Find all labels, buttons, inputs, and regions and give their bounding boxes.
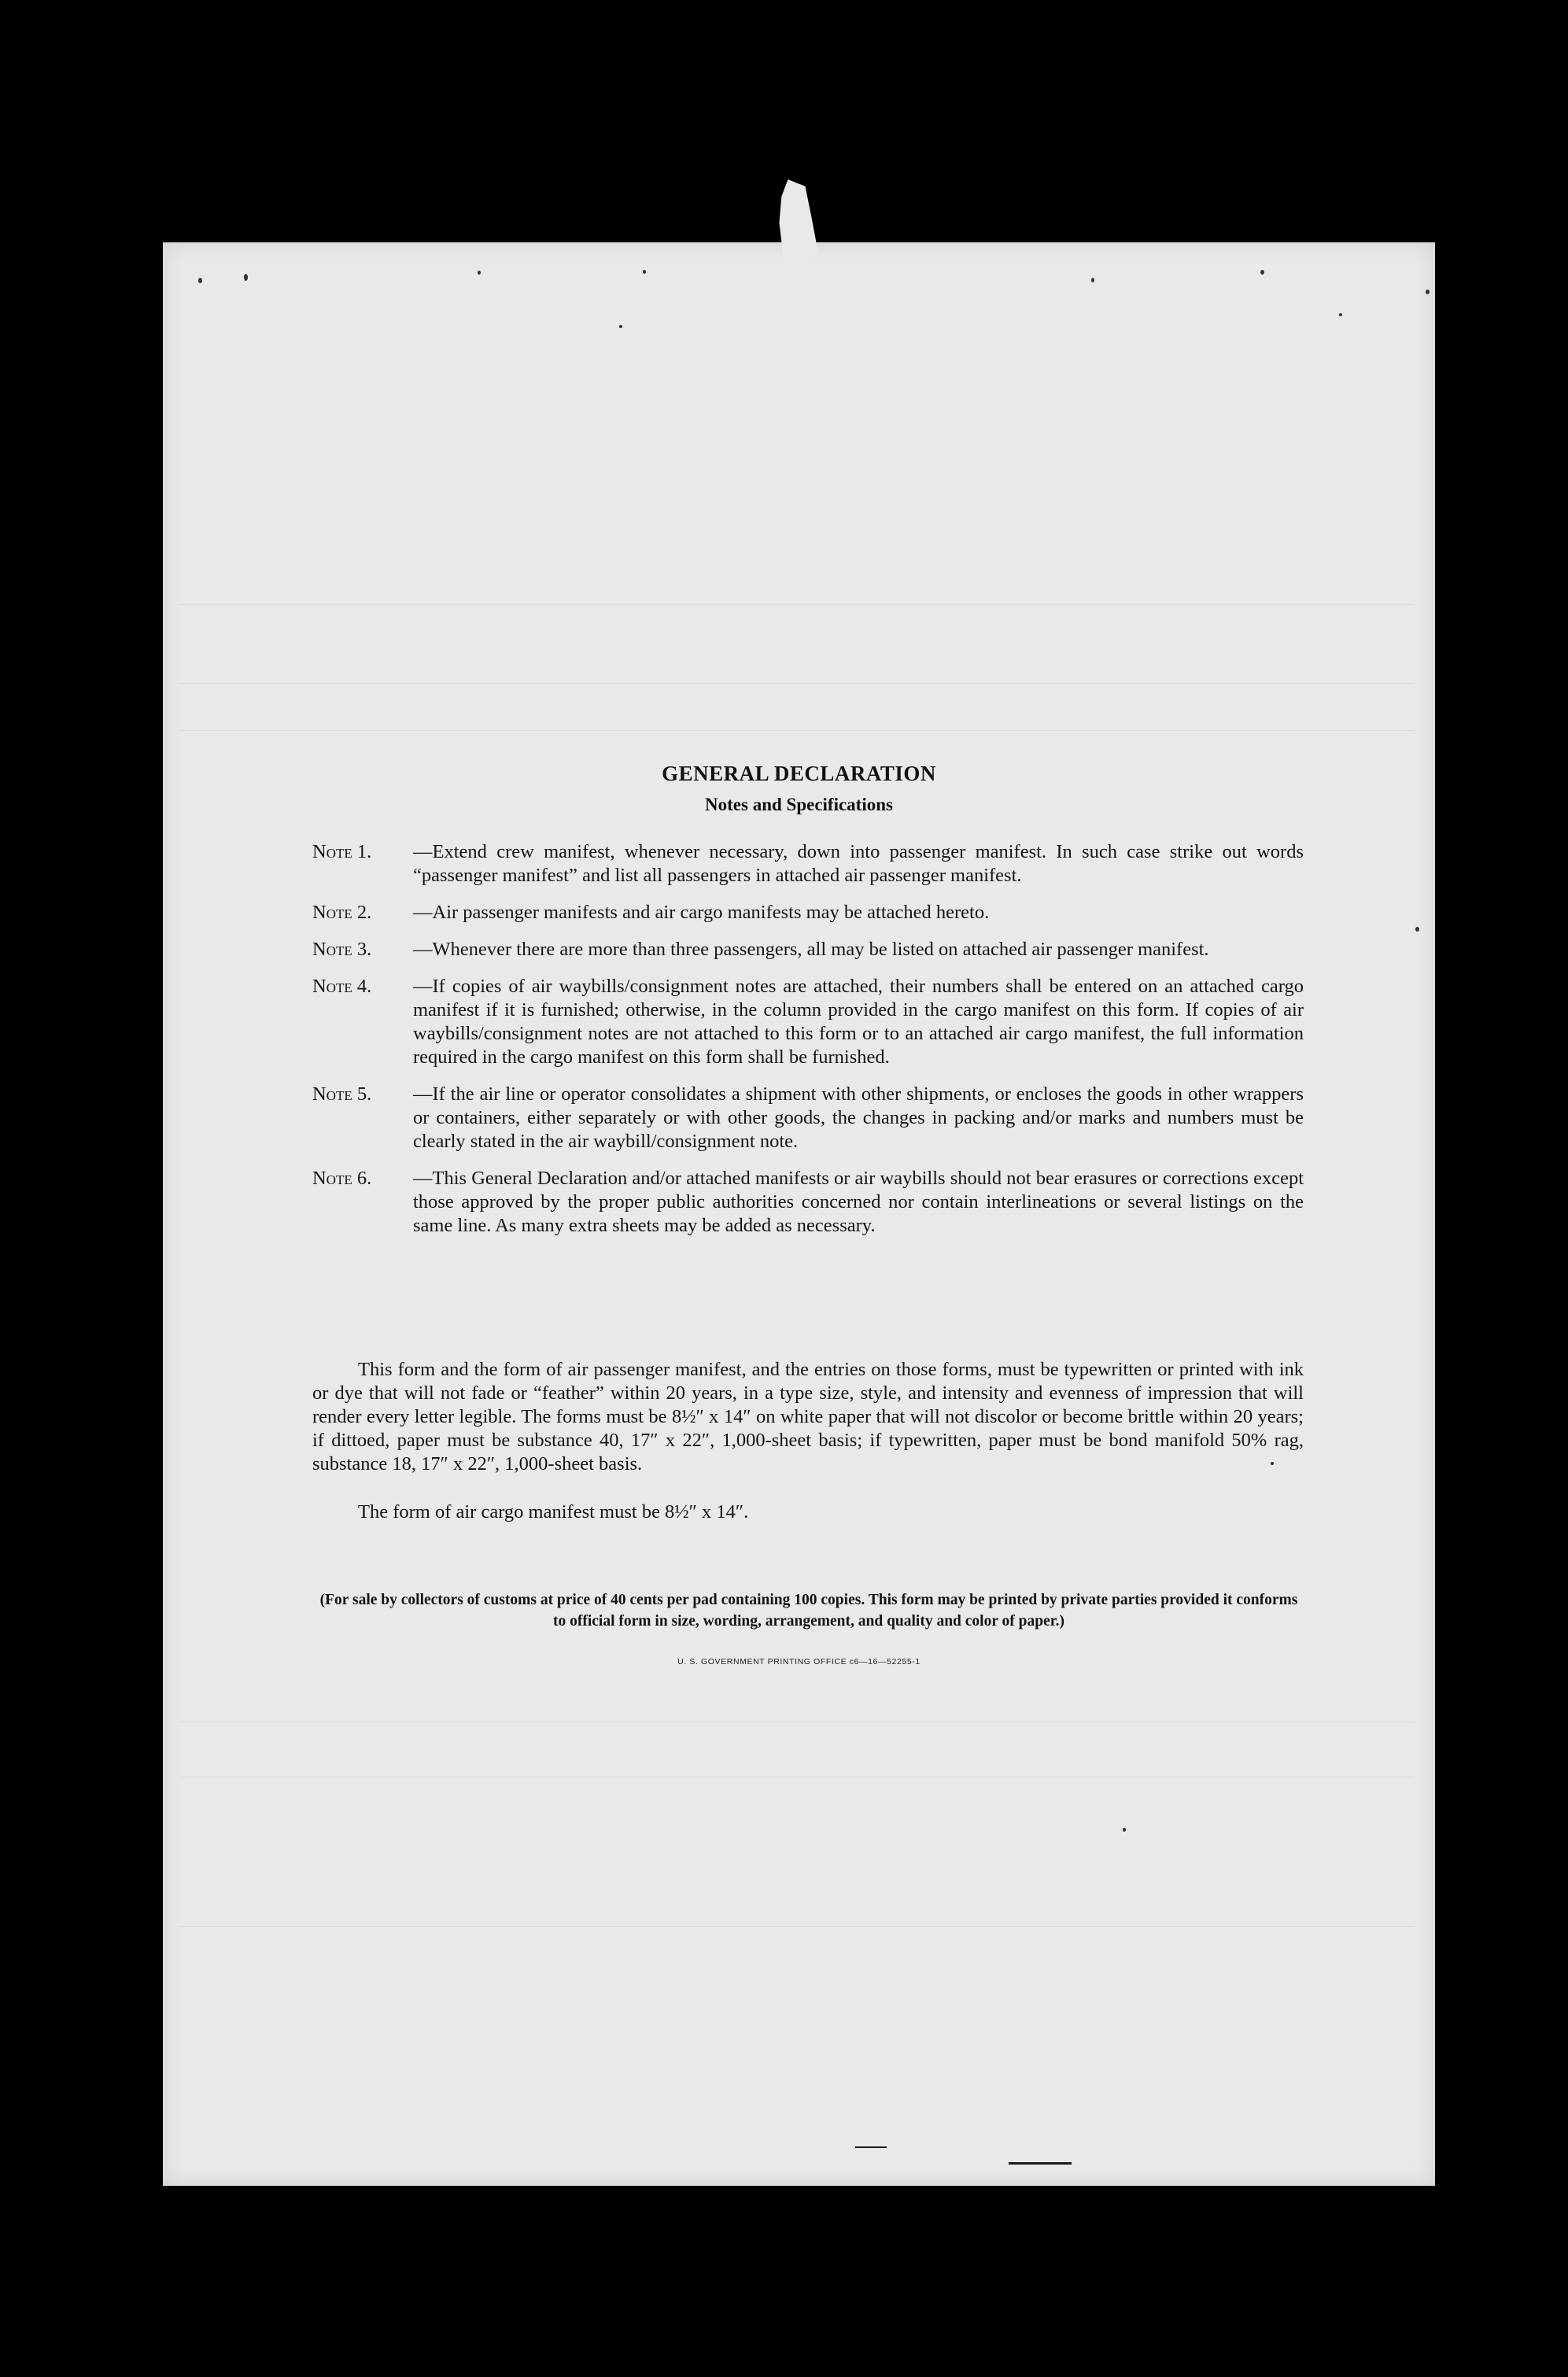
- note-label: Note 1.: [312, 841, 372, 862]
- note-text: —This General Declaration and/or attached manifests or air waybills should not bear erasures or corrections except those approved by the proper public authorities concerned nor contain interlineations or several listings on the same line. As many extra sheets may be added as necessary.: [413, 1168, 1304, 1236]
- document-title: GENERAL DECLARATION: [662, 762, 936, 785]
- sale-note: (For sale by collectors of customs at price of 40 cents per pad containing 100 copies. This form may be printed by private parties provided it conforms to official form in size, wording, arrangement, and quality and color of paper.): [319, 1592, 1298, 1630]
- printing-office-imprint: U. S. GOVERNMENT PRINTING OFFICE c6—16—52255-1: [677, 1657, 921, 1666]
- scan-speck: [1260, 270, 1264, 275]
- document-subtitle: Notes and Specifications: [705, 795, 893, 814]
- scan-mark: [855, 2146, 887, 2148]
- note-label: Note 6.: [312, 1168, 372, 1189]
- note-item: [312, 840, 1304, 888]
- note-label: Note 4.: [312, 976, 372, 997]
- note-text: —If the air line or operator consolidates a shipment with other shipments, or encloses the goods in other wrappers or containers, either separately or with other goods, the changes in packing and/or marks and numbers must be clearly stated in the air waybill/consignment note.: [413, 1083, 1304, 1152]
- scan-speck: [1091, 278, 1094, 282]
- bleed-through-line: [179, 1926, 1414, 1927]
- scan-mark: [1009, 2162, 1072, 2165]
- note-item: [312, 1167, 1304, 1238]
- scan-speck: [1339, 313, 1342, 316]
- note-item: [312, 975, 1304, 1069]
- note-item: [312, 901, 1304, 925]
- notes-list: [312, 840, 1304, 1251]
- note-label: Note 5.: [312, 1083, 372, 1105]
- bleed-through-line: [179, 683, 1414, 684]
- note-item: [312, 938, 1304, 962]
- bleed-through-line: [179, 604, 1414, 605]
- scan-speck: [244, 274, 248, 281]
- bleed-through-line: [179, 730, 1414, 731]
- scan-speck: [198, 278, 202, 283]
- scan-speck: [1123, 1828, 1126, 1832]
- scan-speck: [1415, 927, 1419, 932]
- specification-paragraph: This form and the form of air passenger manifest, and the entries on those forms, must be typewritten or printed with ink or dye that will not fade or “feather” within 20 years, in a type size, style, and intensity and evenness of impression that will render every letter legible. The forms must be 8½″ x 14″ on white paper that will not discolor or become brittle within 20 years; if dittoed, paper must be substance 40, 17″ x 22″, 1,000-sheet basis; if typewritten, paper must be bond manifold 50% rag, substance 18, 17″ x 22″, 1,000-sheet basis.: [312, 1359, 1304, 1475]
- cargo-manifest-size-line: The form of air cargo manifest must be 8½″ x 14″.: [358, 1501, 749, 1523]
- note-text: —Air passenger manifests and air cargo manifests may be attached hereto.: [413, 902, 990, 923]
- note-text: —If copies of air waybills/consignment notes are attached, their numbers shall be entered on an attached cargo manifest if it is furnished; otherwise, in the column provided in the cargo manifest on this form. If copies of air waybills/consignment notes are not attached to this form or to an attached air cargo manifest, the full information required in the cargo manifest on this form shall be furnished.: [413, 976, 1304, 1068]
- scan-speck: [478, 271, 481, 275]
- scan-speck: [643, 270, 646, 274]
- note-text: —Extend crew manifest, whenever necessary, down into passenger manifest. In such case strike out words “passenger manifest” and list all passengers in attached air passenger manifest.: [413, 841, 1304, 886]
- scan-speck: [619, 325, 622, 328]
- note-item: [312, 1083, 1304, 1153]
- note-label: Note 3.: [312, 939, 372, 960]
- note-label: Note 2.: [312, 902, 372, 923]
- document-page: [163, 242, 1435, 2186]
- note-text: —Whenever there are more than three passengers, all may be listed on attached air passenger manifest.: [413, 939, 1209, 960]
- scan-speck: [1426, 290, 1430, 294]
- scan-speck: [1271, 1462, 1274, 1465]
